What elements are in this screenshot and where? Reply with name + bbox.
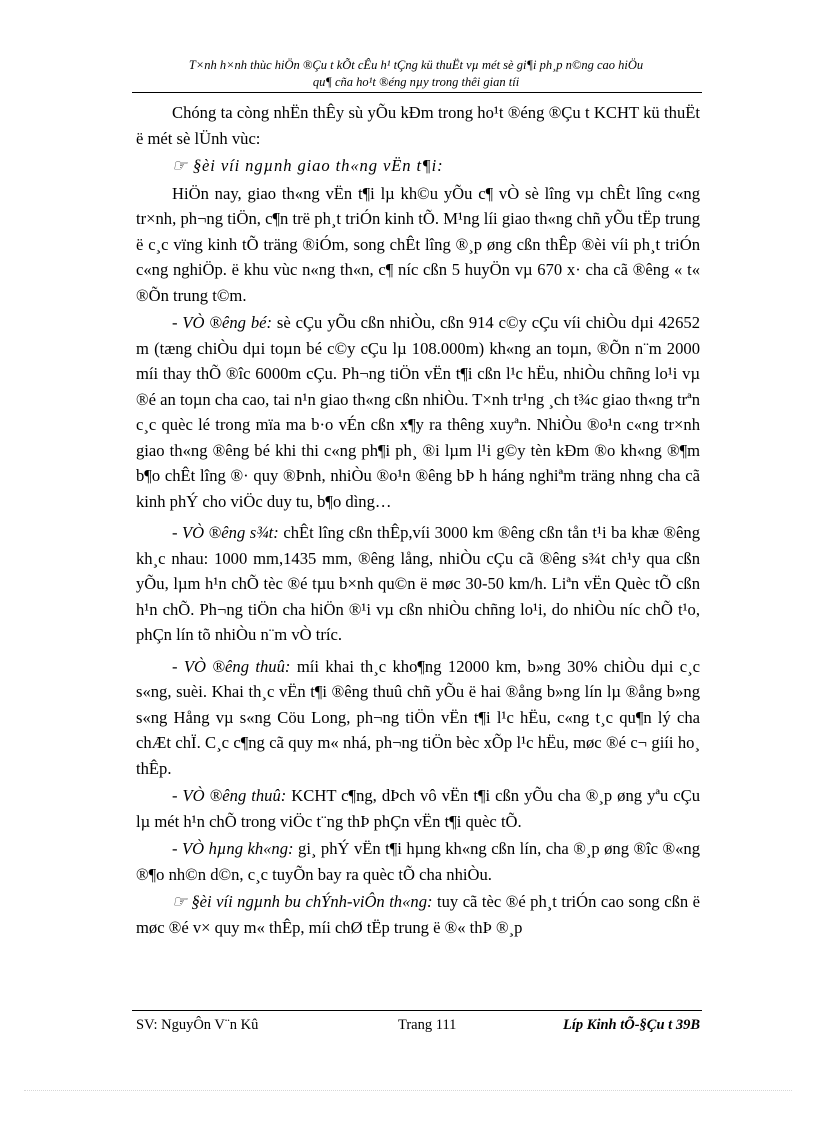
paragraph-aviation: - VÒ hµng kh«ng: gi¸ phÝ vËn t¶i hµng kh«ng cßn lín, cha ®¸p øng ®îc ®«ng ®¶o nh©n d©n, c¸c tuyÕn bay ra quèc tÕ cha nhiÒu.: [136, 839, 700, 884]
header-line-1: T×nh h×nh thùc hiÖn ®Çu t kÕt cÊu h¹ tÇng kü thuËt vµ mét sè gi¶i ph¸p n©ng cao hiÖu: [188, 58, 644, 72]
body-text: [136, 100, 700, 942]
paragraph-telecom: ☞ §èi víi ngµnh bu chÝnh-viÔn th«ng: tuy cã tèc ®é ph¸t triÓn cao song cßn ë møc ®é v× quy m« thÊp, míi chØ tËp trung ë ®« thÞ ®¸p: [136, 892, 700, 937]
header-rule: [132, 92, 702, 93]
footer-page-number: Trang 111: [398, 1017, 457, 1033]
paragraph-rail: - VÒ ®êng s¾t: chÊt lîng cßn thÊp,víi 3000 km ®êng cßn tån t¹i ba khæ ®êng kh¸c nhau: 1000 mm,1435 mm, ®êng lång, nhiÒu cÇu cã ®êng s¾t ch¹y qua cßn yÕu, lµm h¹n chÕ tèc ®é tµu b×nh qu©n ë møc 30-50 km/h. Liªn vËn Quèc tÕ cßn h¹n chÕ. Ph¬ng tiÖn cha hiÖn ®¹i vµ cßn nhiÒu chñng lo¹i, do nhiÒu níc chÕ t¹o, phÇn lín tõ nhiÒu n¨m vÒ tríc.: [136, 523, 700, 644]
page-bottom-dotted-line: [24, 1090, 792, 1091]
page-footer: [136, 1014, 700, 1036]
footer-rule: [132, 1010, 702, 1011]
footer-class: Líp Kinh tÕ-§Çu t 39B: [563, 1017, 700, 1033]
footer-student: SV: NguyÔn V¨n Kû: [136, 1017, 259, 1033]
running-header: [132, 57, 700, 91]
paragraph-waterway: - VÒ ®êng thuû: míi khai th¸c kho¶ng 12000 km, b»ng 30% chiÒu dµi c¸c s«ng, suèi. Khai th¸c vËn t¶i ®êng thuû chñ yÕu ë hai ®ång b»ng lín lµ ®ång b»ng s«ng Hång vµ s«ng Cöu Long, ph¬ng tiÖn vËn t¶i l¹c hËu, c«ng t¸c qu¶n lý cha chÆt chÏ. C¸c c¶ng cã quy m« nhá, ph¬ng tiÖn bèc xÕp l¹c hËu, møc ®é c¬ giíi ho¸ thÊp.: [136, 656, 700, 778]
paragraph-intro: Chóng ta còng nhËn thÊy sù yÕu kÐm trong ho¹t ®éng ®Çu t KCHT kü thuËt ë mét sè lÜnh vùc:: [136, 103, 700, 148]
paragraph-road: - VÒ ®êng bé: sè cÇu yÕu cßn nhiÒu, cßn 914 c©y cÇu víi chiÒu dµi 42652 m (tæng chiÒu dµi toµn bé c©y cÇu lµ 108.000m) kh«ng an toµn, ®Õn n¨m 2000 míi thay thÕ ®îc 6000m cÇu. Ph¬ng tiÖn vËn t¶i cßn l¹c hËu, nhiÒu chñng lo¹i vµ ®é an toµn cha cao, tai n¹n giao th«ng cßn nhiÒu. T×nh tr¹ng ¸ch t¾c giao th«ng trªn c¸c quèc lé trong mïa ma b·o vÉn cßn x¶y ra thêng xuyªn. NhiÒu ®o¹n c«ng tr×nh giao th«ng ®êng bé khi thi c«ng ph¶i ph¸ ®i lµm l¹i g©y tèn kÐm ®o kh«ng ®¶m b¶o chÊt lîng ®· quy ®Þnh, nhiÒu ®o¹n ®êng bÞ h háng nghiªm träng nhng cha cã kinh phÝ cho viÖc duy tu, b¶o dìng…: [136, 313, 700, 511]
paragraph-transport-overview: HiÖn nay, giao th«ng vËn t¶i lµ kh©u yÕu c¶ vÒ sè lîng vµ chÊt lîng c«ng tr×nh, ph¬ng tiÖn, c¶n trë ph¸t triÓn kinh tÕ. M¹ng líi giao th«ng chñ yÕu tËp trung ë c¸c vïng kinh tÕ träng ®iÓm, song chÊt lîng ®¸p øng cßn thÊp ®èi víi ph¸t triÓn c«ng nghiÖp. ë khu vùc n«ng th«n, c¶ níc cßn 5 huyÖn vµ 670 x· cha cã ®êng « t« ®Õn trung t©m.: [136, 183, 700, 305]
paragraph-port: - VÒ ®êng thuû: KCHT c¶ng, dÞch vô vËn t¶i cßn yÕu cha ®¸p øng yªu cÇu lµ mét h¹n chÕ trong viÖc t¨ng thÞ phÇn vËn t¶i quèc tÕ.: [136, 786, 700, 831]
header-line-2: qu¶ cña ho¹t ®éng nµy trong thêi gian tíi: [312, 75, 520, 89]
paragraph-transport-heading: ☞ §èi víi ngµnh giao th«ng vËn t¶i:: [172, 156, 444, 175]
